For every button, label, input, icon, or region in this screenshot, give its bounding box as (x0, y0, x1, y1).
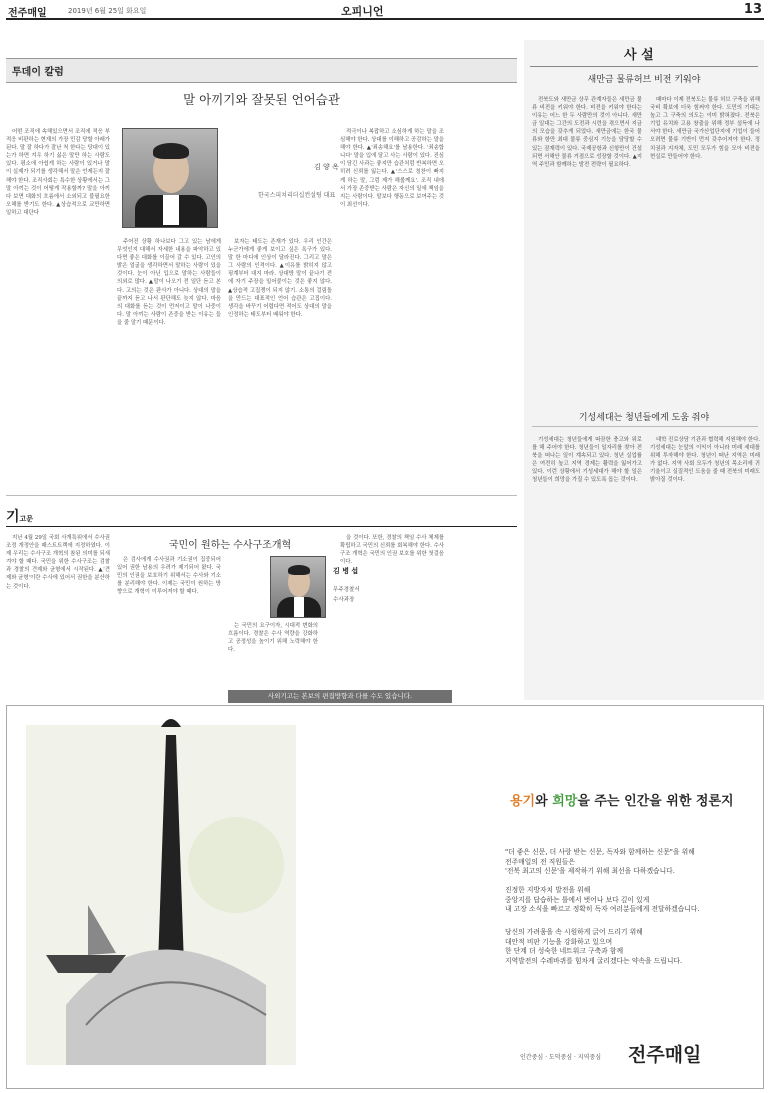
editorial-label: 사 설 (624, 48, 654, 63)
editorial-1-body-1: 전북도와 새만금 상무 관계자들은 새만금 물류 비전을 키워야 한다. 비전을 키워야 한다는 이유는 어느 한 두 사람만의 것이 아니다. 새만금 일대는 그간의 도전과 시련을 겪으면서 지금의 모습을 갖추게 되었다. 새만금에는 한국 물류와 항만 최대 물류 중심지 기능을 담당할 수 있는 잠재력이 있다. 국제공항과 신항만이 건설되면 서해안 물류 거점으로 성장할 것이다. ▲지역 주민과 함께하는 발전 전략이 필요하다. (532, 97, 642, 168)
contribution-body-4: 을 것이다. 또한, 경찰의 책임 수사 체제를 확립하고 국민의 신뢰를 회복해야 한다. 수사구조 개혁은 국민의 인권 보호를 위한 첫걸음이다. (340, 535, 444, 566)
author-photo (122, 128, 218, 228)
contribution-body-1: 지난 4월 29일 국회 사개특위에서 수사권 조정 개정안을 패스트트랙에 지정하였다. 이제 우리는 수사구조 개혁의 참된 의미를 되새겨야 할 때다. 국민을 위한 수사구조는 검찰과 경찰의 견제와 균형에서 시작된다. ▲'견제와 균형'이란 수사에 있어서 권한을 분산하는 것이다. (6, 535, 110, 590)
today-column-title: 말 아끼기와 잘못된 언어습관 (183, 92, 340, 107)
today-column-body-1: 어떤 조직에 속해있으면서 조직에 적응 부적응 비판하는 현재의 가장 민감 당할 아래가 된다. 말 잘 하다가 잘난 척 한다는 당대이 있는가 하면 겨우 하기 싫은 말만 하는 사람도 있다. 평소에 아쉽게 하는 사람이 있거나 말이 실제가 되기를 생각해서 말은 언제든지 잘 해야 한다. 조직사회는 특수한 상황에서는 그 말 아끼는 것이 어떻게 작용할까? 말을 아끼다 보면 대화의 흐름에서 소외되고 불필요한 오해를 받기도 한다. ▲상습적으로 교만하면 일하고 대단다 (6, 129, 110, 216)
editorial-title-1: 새만금 물류허브 비전 키워야 (587, 75, 701, 85)
contribution-title: 국민이 원하는 수사구조개혁 (168, 540, 292, 551)
contribution-disclaimer: 사외기고는 본보의 편집방향과 다를 수도 있습니다. (228, 690, 452, 703)
editorial-title-2: 기성세대는 청년들에게 도움 줘야 (578, 413, 710, 423)
contribution-body-2: 은 검사에게 수사권과 기소권이 집중되어 있어 권한 남용의 우려가 제기되어 왔다. 국민의 인권을 보호하기 위해서는 수사와 기소를 분리해야 한다. 이제는 국민이 원하는 방향으로 개혁이 이루어져야 할 때다. (117, 557, 221, 596)
contributor-title-1: 무주경찰서 (333, 587, 360, 593)
contributor-title-2: 수사과장 (333, 597, 355, 603)
contribution-rule (6, 526, 517, 527)
page-number: 13 (743, 2, 762, 17)
divider (6, 495, 517, 496)
ad-paragraph-2: 진정한 지방자치 발전을 위해 중앙지를 답습하는 틀에서 벗어나 보다 깊이 있게 내 고장 소식을 빠르고 정확히 독자 여러분들에게 전달하겠습니다. (505, 886, 700, 914)
contribution-label: 기고문 (6, 509, 34, 525)
contributor-name: 김 병 섭 (333, 567, 359, 575)
paper-name: 전주매일 (8, 8, 47, 19)
lighthouse-lamp (161, 719, 181, 727)
contribution-body-3: 는 국민의 요구이자, 시대적 변화의 흐름이다. 경찰은 수사 역량을 강화하고 공정성을 높이기 위해 노력해야 한다. (228, 623, 318, 654)
today-column-body-4: 적극이나 복잡하고 소심하게 하는 말을 조심해야 한다. 상대를 이해하고 공감하는 말을 해야 한다. ▲'죄송해요'를 남용한다. '죄송합니다' 말을 입에 달고 사는 사람이 있다. 진심이 담긴 사과는 좋지만 습관처럼 반복하면 오히려 신뢰를 잃는다. ▲'스스로 칭찬이 빠지게 하는 말, 그럼 제가 해볼께요'. 조직 내에서 가장 존중받는 사람은 자신의 일에 책임을 지는 사람이다. 말보다 행동으로 보여주는 것이 최선이다. (340, 129, 444, 208)
today-column-label: 투데이 칼럼 (6, 58, 517, 83)
author-title: 한국스피치리더십컨설팅 대표 (258, 192, 336, 199)
ad-slogan: 용기와 희망을 주는 인간을 위한 정론지 (510, 794, 734, 809)
sun-shape (188, 817, 284, 913)
editorial-rule (530, 66, 758, 67)
contributor-photo (270, 556, 326, 618)
editorial-2-body-1: 기성세대는 청년들에게 따끔한 충고와 위로를 해 주어야 한다. 청년들이 일자리를 찾아 전북을 떠나는 일이 계속되고 있다. 청년 실업률은 여전히 높고 지역 경제는 활력을 잃어가고 있다. 이런 상황에서 기성세대가 해야 할 일은 청년들이 희망을 가질 수 있도록 돕는 것이다. (532, 437, 642, 484)
issue-date: 2019년 6월 25일 화요일 (68, 7, 147, 15)
ad-paragraph-3: 당신의 가려움을 속 시원하게 긁어 드리기 위해 대안적 비판 기능을 강화하고 있으며 한 단계 더 성숙한 네트워크 구축과 함께 지역발전의 수레바퀴를 힘차게 굴리겠다는 약속을 드립니다. (505, 928, 683, 965)
editorial-1-body-2: 때마다 이제 전북도는 물류 허브 구축을 위해 국비 확보에 더욱 힘써야 한다. 도민의 기대는 높고 그 구축의 의도는 이미 밝혀졌다. 전북은 기업 유치와 고용 창출을 위해 정부 설득에 나서야 한다. 새만금 국가산업단지에 기업이 들어오려면 물류 기반이 먼저 갖추어져야 한다. 정치권과 지자체, 도민 모두가 힘을 모아 비전을 현실로 만들어야 한다. (650, 97, 760, 160)
ad-logo: 전주매일 (628, 1044, 702, 1066)
author-name: 김 양 옥 (314, 163, 339, 171)
today-column-body-2: 주어진 상황 하나보다 그고 있는 남에게 무엇인지 대해서 자세한 내용을 파악하고 있다면 좋은 대화를 이끌어 갈 수 있다. 고인의 밝은 얼굴을 생각하면서 말하는 사람이 있을 것이다. 눈이 아닌 입으로 말하는 사람들이 의외로 많다. ▲말이 나오기 전 일단 듣고 본다. 고의는 것은 판사가 아니다. 상대의 말을 끝까지 듣고 나서 판단해도 늦지 않다. 마음의 대화를 듣는 것이 먼저이고 말이 나중이다. 말 아끼는 사람이 존중을 받는 이유는 들을 줄 알기 때문이다. (117, 239, 221, 326)
ad-tagline: 인간중심 · 도덕중심 · 지역중심 (520, 1054, 601, 1061)
ad-paragraph-1: "더 좋은 신문, 더 사랑 받는 신문, 독자와 함께하는 신문"을 위해 전주매일의 전 직원들은 '전북 최고의 신문'을 제작하기 위해 최선을 다하겠습니다. (505, 848, 695, 876)
page-header (6, 0, 764, 20)
editorial-2-body-2: 대학 진로상담 기관과 협력해 지원해야 한다. 기성세대는 눈앞의 이익이 아니라 미래 세대를 위해 투자해야 한다. 청년이 떠난 지역은 미래가 없다. 지역 사회 모두가 청년의 목소리에 귀 기울이고 실질적인 도움을 줄 때 전북의 미래도 밝아질 것이다. (650, 437, 760, 484)
section-name: 오피니언 (341, 5, 384, 18)
today-column-body-3: 보자는 태도는 존재가 있다. 우리 인간은 누군가에게 좋게 보이고 싶은 욕구가 있다. 말 한 마디에 인상이 달라진다. 그리고 말은 그 사람의 인격이다. ▲이유를 밝히지 않고 핑계부터 대지 마라. 상대방 말이 끝나기 전에 자기 주장을 밀어붙이는 것은 좋지 않다. ▲상습적 고집쟁이 되지 않기. 소통의 걸림돌을 만드는 대표적인 언어 습관은 고집이다. 생각을 바꾸기 어렵다면 적어도 상대의 말을 인정하는 태도부터 배워야 한다. (228, 239, 332, 318)
editorial-rule-2 (532, 426, 758, 427)
lighthouse-illustration (6, 705, 306, 1089)
